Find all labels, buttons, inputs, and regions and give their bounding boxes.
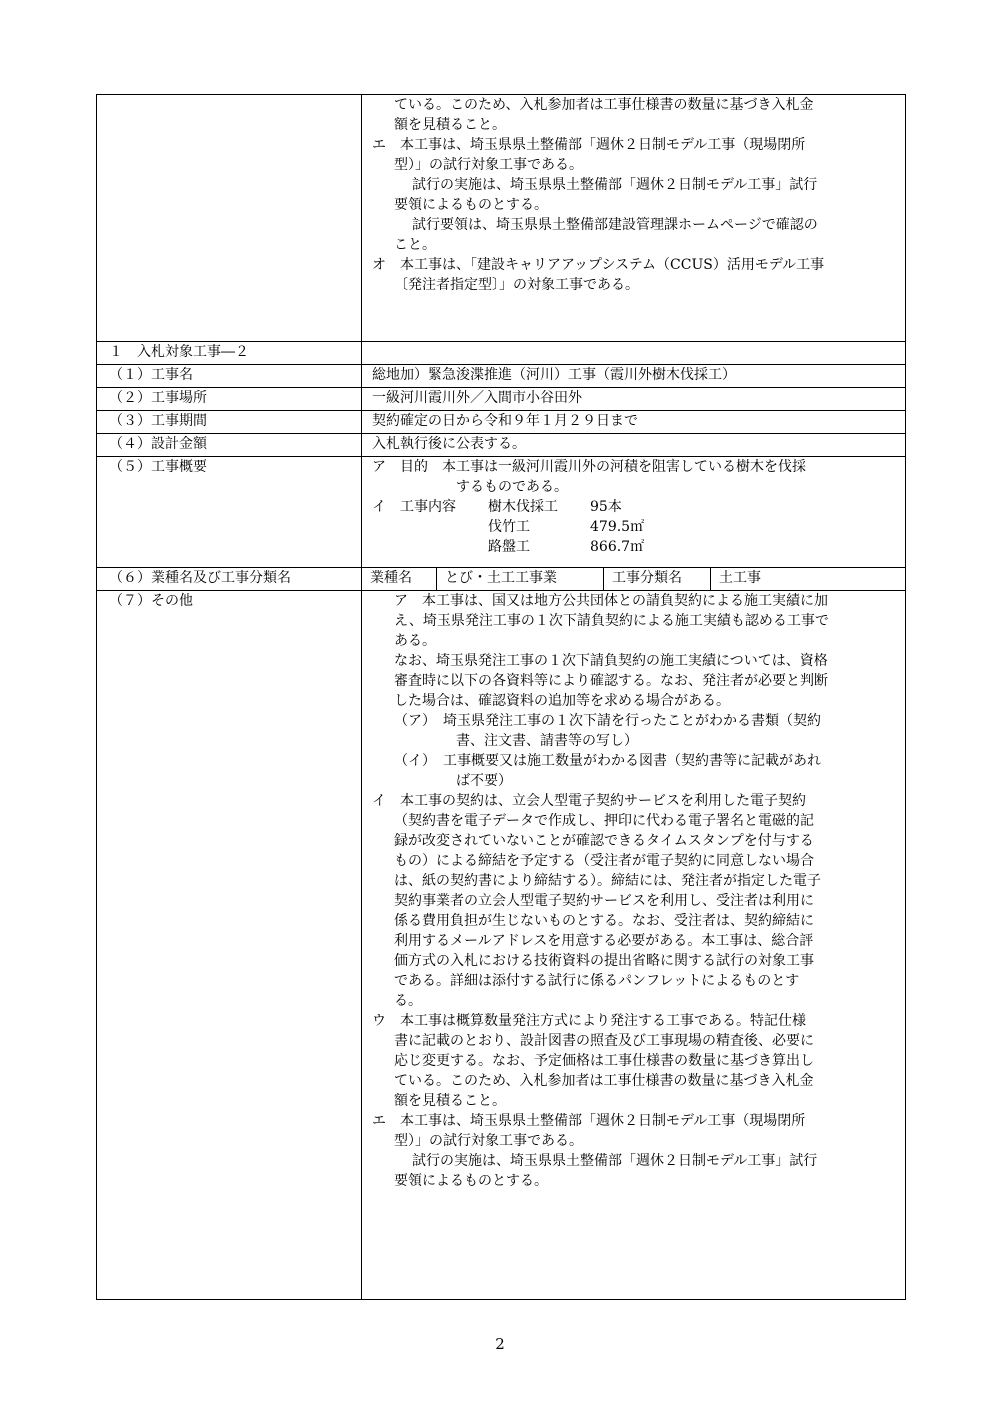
- text-line: 書に記載のとおり、設計図書の照査及び工事現場の精査後、必要に: [394, 1033, 814, 1049]
- page-number: 2: [495, 1335, 505, 1353]
- text-line: エ 本工事は、埼玉県県土整備部「週休２日制モデル工事（現場閉所: [372, 1113, 806, 1129]
- text-line: 録が改変されていないことが確認できるタイムスタンプを付与する: [394, 833, 814, 849]
- text-line: 契約事業者の立会人型電子契約サービスを利用し、受注者は利用に: [394, 893, 814, 909]
- text-line: エ 本工事は、埼玉県県土整備部「週休２日制モデル工事（現場閉所: [372, 137, 806, 153]
- work-period-label: （３）工事期間: [97, 411, 362, 434]
- text-line: 審査時に以下の各資料等により確認する。なお、発注者が必要と判断: [394, 673, 828, 689]
- section-title: １ 入札対象工事―２: [97, 342, 362, 365]
- text-line: 額を見積ること。: [394, 1093, 506, 1109]
- overview-label: （５）工事概要: [97, 457, 362, 568]
- text-line: は、紙の契約書により締結する）。締結には、発注者が指定した電子: [394, 873, 821, 889]
- text-line: もの）による締結を予定する（受注者が電子契約に同意しない場合: [394, 853, 814, 869]
- text-line: え、埼玉県発注工事の１次下請負契約による施工実績も認める工事で: [394, 613, 829, 629]
- continuation-row: [97, 95, 906, 342]
- document-page: [96, 94, 906, 1300]
- work-content-list: [372, 497, 899, 557]
- text-line: ウ 本工事は概算数量発注方式により発注する工事である。特記仕様: [372, 1013, 806, 1029]
- other-row: [97, 591, 906, 1300]
- category-row: [97, 568, 906, 591]
- work-item-name: 樹木伐採工: [488, 499, 558, 515]
- text-line: 試行要領は、埼玉県県土整備部建設管理課ホームページで確認の: [412, 217, 818, 233]
- work-place-label: （２）工事場所: [97, 388, 362, 411]
- other-lines: [372, 591, 899, 1191]
- type-label: 業種名: [362, 568, 437, 590]
- text-line: る。: [394, 993, 422, 1009]
- work-name-row: [97, 365, 906, 388]
- work-item-qty: 866.7㎡: [590, 539, 645, 555]
- text-line: なお、埼玉県発注工事の１次下請負契約の施工実績については、資格: [394, 653, 828, 669]
- section-title-row: [97, 342, 906, 365]
- text-line: こと。: [394, 237, 436, 253]
- purpose-line: ア 目的 本工事は一級河川霞川外の河積を阻害している樹木を伐採: [372, 459, 806, 475]
- purpose-line-cont: するものである。: [456, 479, 568, 495]
- work-item: [372, 497, 899, 517]
- other-value: [362, 591, 906, 1300]
- text-line: した場合は、確認資料の追加等を求める場合がある。: [394, 693, 730, 709]
- class-value: 土工事: [719, 570, 761, 586]
- text-line: ている。このため、入札参加者は工事仕様書の数量に基づき入札金: [394, 1073, 814, 1089]
- text-line: 要領によるものとする。: [394, 197, 548, 213]
- text-line: イ 本工事の契約は、立会人型電子契約サービスを利用した電子契約: [372, 793, 806, 809]
- work-place-row: [97, 388, 906, 411]
- text-line: 利用するメールアドレスを用意する必要がある。本工事は、総合評: [394, 933, 814, 949]
- design-price-value: 入札執行後に公表する。: [362, 434, 906, 457]
- text-line: 価方式の入札における技術資料の提出省略に関する試行の対象工事: [394, 953, 814, 969]
- work-item-name: 路盤工: [488, 539, 530, 555]
- text-line: である。詳細は添付する試行に係るパンフレットによるものとす: [394, 973, 800, 989]
- text-line: 書、注文書、請書等の写し）: [456, 733, 638, 749]
- work-period-value: 契約確定の日から令和９年１月２９日まで: [362, 411, 906, 434]
- work-item-qty: 95本: [590, 499, 622, 515]
- work-content-label: イ 工事内容: [372, 499, 456, 515]
- text-line: ば不要）: [456, 773, 512, 789]
- text-line: （ア） 埼玉県発注工事の１次下請を行ったことがわかる書類（契約: [394, 713, 821, 729]
- other-label: （７）その他: [97, 591, 362, 1300]
- bid-spec-table: [96, 94, 906, 1300]
- overview-row: [97, 457, 906, 568]
- continuation-text-cell: [362, 95, 906, 342]
- text-line: 型）」の試行対象工事である。: [394, 1133, 583, 1149]
- work-item: [372, 537, 899, 557]
- overview-value: [362, 457, 906, 568]
- design-price-row: [97, 434, 906, 457]
- text-line: 応じ変更する。なお、予定価格は工事仕様書の数量に基づき算出し: [394, 1053, 814, 1069]
- continuation-label-cell: [97, 95, 362, 342]
- work-period-row: [97, 411, 906, 434]
- category-value: [362, 568, 906, 591]
- type-value: とび・土工工事業: [437, 568, 604, 590]
- text-line: 試行の実施は、埼玉県県土整備部「週休２日制モデル工事」試行: [412, 177, 818, 193]
- text-line: 〔発注者指定型〕」の対象工事である。: [394, 277, 639, 293]
- text-line: 型）」の試行対象工事である。: [394, 157, 583, 173]
- text-line: ア 本工事は、国又は地方公共団体との請負契約による施工実績に加: [394, 593, 828, 609]
- continuation-lines: [372, 95, 899, 295]
- text-line: オ 本工事は、「建設キャリアアップシステム（CCUS）活用モデル工事: [372, 257, 825, 273]
- work-place-value: 一級河川霞川外／入間市小谷田外: [362, 388, 906, 411]
- class-label: 工事分類名: [604, 568, 711, 590]
- text-line: （契約書を電子データで作成し、押印に代わる電子署名と電磁的記: [394, 813, 814, 829]
- text-line: 額を見積ること。: [394, 117, 506, 133]
- text-line: ている。このため、入札参加者は工事仕様書の数量に基づき入札金: [394, 97, 814, 113]
- text-line: （イ） 工事概要又は施工数量がわかる図書（契約書等に記載があれ: [394, 753, 821, 769]
- text-line: 要領によるものとする。: [394, 1173, 548, 1189]
- design-price-label: （４）設計金額: [97, 434, 362, 457]
- text-line: ある。: [394, 633, 436, 649]
- category-label: （６）業種名及び工事分類名: [97, 568, 362, 591]
- text-line: 係る費用負担が生じないものとする。なお、受注者は、契約締結に: [394, 913, 814, 929]
- text-line: 試行の実施は、埼玉県県土整備部「週休２日制モデル工事」試行: [412, 1153, 818, 1169]
- work-item-name: 伐竹工: [488, 519, 530, 535]
- work-name-label: （１）工事名: [97, 365, 362, 388]
- work-item-qty: 479.5㎡: [590, 519, 645, 535]
- work-item: [372, 517, 899, 537]
- work-name-value: 総地加）緊急浚渫推進（河川）工事（霞川外樹木伐採工）: [362, 365, 906, 388]
